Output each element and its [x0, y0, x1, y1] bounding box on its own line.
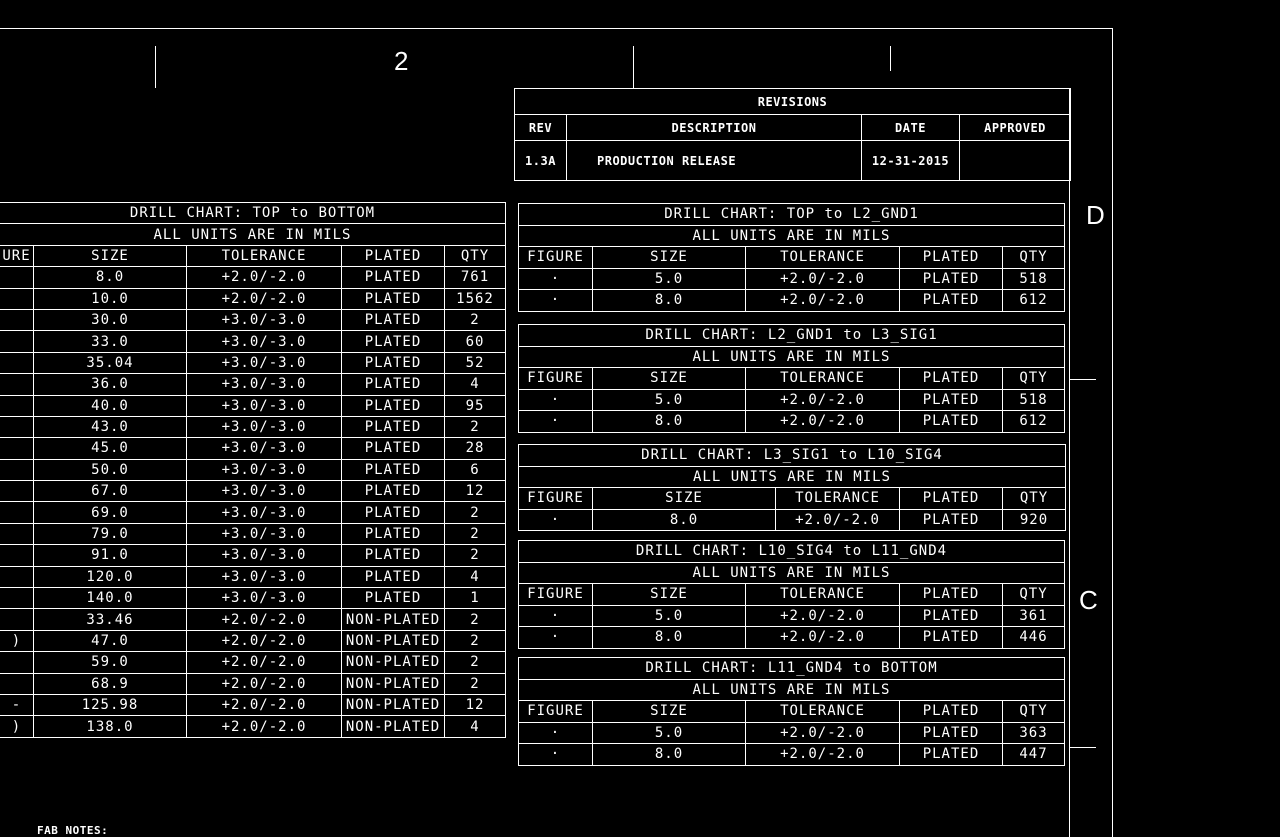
column-header: FIGURE	[519, 701, 593, 723]
column-header: SIZE	[34, 246, 187, 267]
column-header: FIGURE	[519, 584, 593, 606]
table-cell: 59.0	[34, 652, 187, 673]
drill-chart-top-to-l2-gnd1	[518, 203, 1065, 312]
column-header: FIGURE	[519, 247, 593, 269]
table-cell: +2.0/-2.0	[776, 510, 900, 532]
table-cell: 8.0	[593, 411, 746, 433]
drill-chart-top-to-bottom	[0, 202, 506, 738]
table-cell: ·	[519, 269, 593, 291]
chart-subtitle: ALL UNITS ARE IN MILS	[519, 467, 1066, 489]
table-cell: 2	[445, 310, 506, 331]
table-cell	[0, 674, 34, 695]
table-cell: 612	[1003, 290, 1065, 312]
table-cell: 518	[1003, 390, 1065, 412]
table-cell: 43.0	[34, 417, 187, 438]
table-cell: +3.0/-3.0	[187, 353, 342, 374]
table-cell: +2.0/-2.0	[746, 723, 900, 745]
table-cell: PLATED	[900, 510, 1003, 532]
table-cell: 45.0	[34, 438, 187, 459]
column-header: PLATED	[342, 246, 445, 267]
table-cell: +2.0/-2.0	[746, 627, 900, 649]
table-cell: 2	[445, 417, 506, 438]
table-cell: 12	[445, 695, 506, 716]
table-cell: +3.0/-3.0	[187, 502, 342, 523]
table-cell: PLATED	[342, 502, 445, 523]
drill-chart-l3-sig1-to-l10-sig4	[518, 444, 1066, 531]
column-header: TOLERANCE	[187, 246, 342, 267]
revisions-header-description: DESCRIPTION	[567, 115, 862, 141]
column-header: PLATED	[900, 701, 1003, 723]
revisions-header-date: DATE	[862, 115, 960, 141]
table-cell: )	[0, 716, 34, 737]
table-cell: +3.0/-3.0	[187, 481, 342, 502]
chart-subtitle: ALL UNITS ARE IN MILS	[519, 680, 1065, 702]
table-cell: 28	[445, 438, 506, 459]
table-cell: PLATED	[342, 310, 445, 331]
table-cell: 91.0	[34, 545, 187, 566]
table-cell: 363	[1003, 723, 1065, 745]
table-cell: +2.0/-2.0	[746, 269, 900, 291]
table-cell: +3.0/-3.0	[187, 417, 342, 438]
table-cell: PLATED	[342, 353, 445, 374]
table-cell: 4	[445, 716, 506, 737]
table-cell	[0, 417, 34, 438]
table-cell: PLATED	[342, 567, 445, 588]
column-header: TOLERANCE	[746, 368, 900, 390]
table-cell: 4	[445, 567, 506, 588]
chart-subtitle: ALL UNITS ARE IN MILS	[519, 226, 1065, 248]
column-header: FIGURE	[519, 488, 593, 510]
column-header: SIZE	[593, 368, 746, 390]
table-cell: 612	[1003, 411, 1065, 433]
table-cell: 518	[1003, 269, 1065, 291]
column-header: QTY	[1003, 368, 1065, 390]
table-cell: 69.0	[34, 502, 187, 523]
table-cell: 447	[1003, 744, 1065, 766]
zone-tick	[155, 46, 156, 88]
table-cell: +2.0/-2.0	[746, 411, 900, 433]
table-cell: PLATED	[900, 606, 1003, 628]
table-cell: 761	[445, 267, 506, 288]
column-header: TOLERANCE	[746, 584, 900, 606]
revisions-cell-approved	[960, 141, 1071, 181]
table-cell: 138.0	[34, 716, 187, 737]
revisions-header-rev: REV	[515, 115, 567, 141]
table-cell	[0, 652, 34, 673]
table-cell	[0, 438, 34, 459]
column-header: FIGURE	[519, 368, 593, 390]
zone-number-label: 2	[394, 46, 409, 76]
table-cell: 5.0	[593, 269, 746, 291]
table-cell: 8.0	[593, 744, 746, 766]
chart-title: DRILL CHART: L11_GND4 to BOTTOM	[519, 658, 1065, 680]
table-cell: PLATED	[342, 417, 445, 438]
revisions-cell-description: PRODUCTION RELEASE	[567, 141, 862, 181]
table-cell: 6	[445, 460, 506, 481]
frame-top-border	[0, 28, 1113, 29]
column-header: SIZE	[593, 247, 746, 269]
table-cell: 2	[445, 609, 506, 630]
table-cell: PLATED	[342, 460, 445, 481]
table-cell	[0, 374, 34, 395]
table-cell: 95	[445, 396, 506, 417]
column-header: PLATED	[900, 247, 1003, 269]
table-cell: 36.0	[34, 374, 187, 395]
zone-tick	[890, 46, 891, 71]
column-header: SIZE	[593, 701, 746, 723]
table-cell: 47.0	[34, 631, 187, 652]
table-cell: 12	[445, 481, 506, 502]
table-cell: -	[0, 695, 34, 716]
chart-subtitle: ALL UNITS ARE IN MILS	[0, 224, 506, 245]
table-cell: +3.0/-3.0	[187, 545, 342, 566]
column-header: TOLERANCE	[746, 247, 900, 269]
zone-tick	[1070, 379, 1096, 380]
table-cell: 2	[445, 631, 506, 652]
zone-tick	[633, 46, 634, 88]
table-cell: ·	[519, 606, 593, 628]
column-header: QTY	[1003, 247, 1065, 269]
table-cell: PLATED	[900, 269, 1003, 291]
table-cell: NON-PLATED	[342, 631, 445, 652]
table-cell: ·	[519, 627, 593, 649]
table-cell: +2.0/-2.0	[187, 267, 342, 288]
chart-title: DRILL CHART: TOP to L2_GND1	[519, 204, 1065, 226]
table-cell: 4	[445, 374, 506, 395]
table-cell: PLATED	[900, 744, 1003, 766]
column-header: URE	[0, 246, 34, 267]
column-header: SIZE	[593, 488, 776, 510]
column-header: PLATED	[900, 368, 1003, 390]
table-cell: 5.0	[593, 723, 746, 745]
table-cell: 67.0	[34, 481, 187, 502]
table-cell: +3.0/-3.0	[187, 524, 342, 545]
table-cell	[0, 502, 34, 523]
table-cell	[0, 481, 34, 502]
table-cell: 79.0	[34, 524, 187, 545]
table-cell: ·	[519, 290, 593, 312]
revisions-cell-rev: 1.3A	[515, 141, 567, 181]
table-cell: PLATED	[342, 374, 445, 395]
table-cell: 33.0	[34, 331, 187, 352]
table-cell	[0, 331, 34, 352]
column-header: PLATED	[900, 584, 1003, 606]
table-cell: 35.04	[34, 353, 187, 374]
table-cell: +3.0/-3.0	[187, 374, 342, 395]
table-cell: ·	[519, 510, 593, 532]
table-cell: PLATED	[900, 411, 1003, 433]
table-cell: 8.0	[593, 627, 746, 649]
table-cell: 1	[445, 588, 506, 609]
table-cell	[0, 396, 34, 417]
table-cell: PLATED	[342, 438, 445, 459]
table-cell	[0, 267, 34, 288]
table-cell: ·	[519, 390, 593, 412]
zone-tick	[1070, 747, 1096, 748]
table-cell: +2.0/-2.0	[187, 695, 342, 716]
table-cell: NON-PLATED	[342, 674, 445, 695]
column-header: SIZE	[593, 584, 746, 606]
table-cell: ·	[519, 723, 593, 745]
table-cell: 8.0	[593, 290, 746, 312]
drill-chart-l11-gnd4-to-bottom	[518, 657, 1065, 766]
table-cell: 2	[445, 524, 506, 545]
table-cell: 1562	[445, 289, 506, 310]
table-cell: 120.0	[34, 567, 187, 588]
table-cell: +2.0/-2.0	[187, 716, 342, 737]
table-cell: PLATED	[342, 331, 445, 352]
table-cell: 2	[445, 674, 506, 695]
table-cell: 40.0	[34, 396, 187, 417]
table-cell: +3.0/-3.0	[187, 396, 342, 417]
column-header: QTY	[1003, 584, 1065, 606]
column-header: PLATED	[900, 488, 1003, 510]
revisions-header-approved: APPROVED	[960, 115, 1071, 141]
table-cell: 50.0	[34, 460, 187, 481]
table-cell: +2.0/-2.0	[187, 652, 342, 673]
table-cell: 2	[445, 545, 506, 566]
table-cell	[0, 545, 34, 566]
table-cell: PLATED	[342, 289, 445, 310]
table-cell: 8.0	[34, 267, 187, 288]
table-cell: 2	[445, 652, 506, 673]
table-cell: 60	[445, 331, 506, 352]
table-cell: +3.0/-3.0	[187, 460, 342, 481]
table-cell: PLATED	[342, 267, 445, 288]
table-cell: 920	[1003, 510, 1066, 532]
chart-title: DRILL CHART: L3_SIG1 to L10_SIG4	[519, 445, 1066, 467]
table-cell: NON-PLATED	[342, 695, 445, 716]
table-cell	[0, 289, 34, 310]
table-cell: +2.0/-2.0	[746, 390, 900, 412]
table-cell: 33.46	[34, 609, 187, 630]
revisions-cell-date: 12-31-2015	[862, 141, 960, 181]
table-cell	[0, 524, 34, 545]
table-cell	[0, 567, 34, 588]
table-cell: +3.0/-3.0	[187, 567, 342, 588]
table-cell: +3.0/-3.0	[187, 331, 342, 352]
table-cell: +2.0/-2.0	[187, 289, 342, 310]
table-cell: +2.0/-2.0	[746, 606, 900, 628]
table-cell: 2	[445, 502, 506, 523]
table-cell: PLATED	[900, 290, 1003, 312]
frame-inner-right-border	[1069, 88, 1070, 837]
chart-subtitle: ALL UNITS ARE IN MILS	[519, 347, 1065, 369]
table-cell: +2.0/-2.0	[187, 631, 342, 652]
table-cell: +2.0/-2.0	[746, 290, 900, 312]
column-header: QTY	[1003, 488, 1066, 510]
table-cell	[0, 588, 34, 609]
table-cell: 140.0	[34, 588, 187, 609]
table-cell: PLATED	[900, 390, 1003, 412]
table-cell: 446	[1003, 627, 1065, 649]
table-cell: NON-PLATED	[342, 716, 445, 737]
drill-chart-l10-sig4-to-l11-gnd4	[518, 540, 1065, 649]
table-cell: NON-PLATED	[342, 652, 445, 673]
table-cell: NON-PLATED	[342, 609, 445, 630]
column-header: TOLERANCE	[776, 488, 900, 510]
table-cell: PLATED	[342, 396, 445, 417]
table-cell	[0, 353, 34, 374]
table-cell: 8.0	[593, 510, 776, 532]
fab-notes-label: FAB NOTES:	[37, 824, 109, 837]
column-header: QTY	[445, 246, 506, 267]
column-header: TOLERANCE	[746, 701, 900, 723]
zone-letter-label: C	[1079, 585, 1098, 615]
table-cell: PLATED	[342, 588, 445, 609]
table-cell: PLATED	[342, 545, 445, 566]
table-cell: +2.0/-2.0	[746, 744, 900, 766]
table-cell	[0, 609, 34, 630]
table-cell: PLATED	[342, 524, 445, 545]
drill-chart-l2-gnd1-to-l3-sig1	[518, 324, 1065, 433]
chart-title: DRILL CHART: TOP to BOTTOM	[0, 203, 506, 224]
column-header: QTY	[1003, 701, 1065, 723]
frame-right-border	[1112, 28, 1113, 837]
chart-title: DRILL CHART: L2_GND1 to L3_SIG1	[519, 325, 1065, 347]
table-cell: 361	[1003, 606, 1065, 628]
table-cell: 10.0	[34, 289, 187, 310]
chart-subtitle: ALL UNITS ARE IN MILS	[519, 563, 1065, 585]
table-cell: ·	[519, 411, 593, 433]
table-cell: ·	[519, 744, 593, 766]
table-cell: 68.9	[34, 674, 187, 695]
table-cell: +3.0/-3.0	[187, 310, 342, 331]
table-cell: +3.0/-3.0	[187, 588, 342, 609]
table-cell: 5.0	[593, 390, 746, 412]
table-cell: PLATED	[900, 627, 1003, 649]
table-cell: 5.0	[593, 606, 746, 628]
chart-title: DRILL CHART: L10_SIG4 to L11_GND4	[519, 541, 1065, 563]
table-cell: PLATED	[900, 723, 1003, 745]
revisions-table	[514, 88, 1071, 181]
table-cell: +2.0/-2.0	[187, 609, 342, 630]
table-cell: 30.0	[34, 310, 187, 331]
zone-letter-label: D	[1086, 200, 1105, 230]
table-cell: 52	[445, 353, 506, 374]
table-cell	[0, 310, 34, 331]
table-cell: +2.0/-2.0	[187, 674, 342, 695]
table-cell: 125.98	[34, 695, 187, 716]
table-cell: )	[0, 631, 34, 652]
table-cell: +3.0/-3.0	[187, 438, 342, 459]
table-cell	[0, 460, 34, 481]
table-cell: PLATED	[342, 481, 445, 502]
revisions-title: REVISIONS	[515, 89, 1071, 115]
